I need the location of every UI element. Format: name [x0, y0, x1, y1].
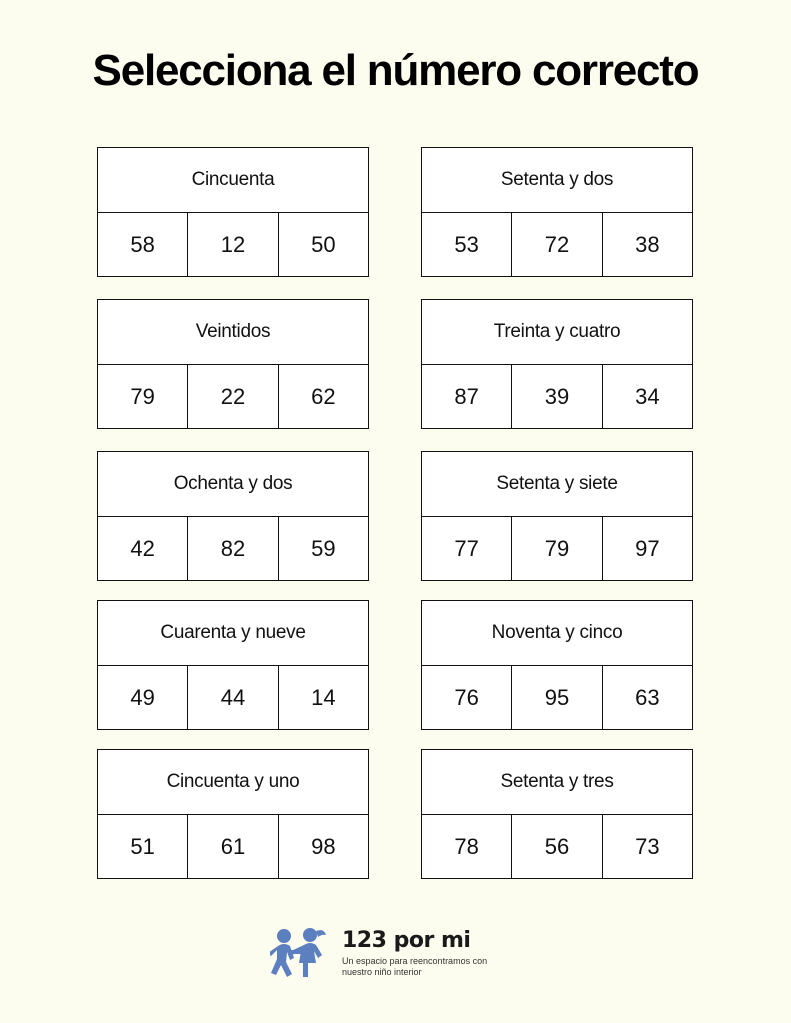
option-button[interactable]: 87	[454, 383, 479, 409]
number-word: Noventa y cinco	[422, 601, 692, 666]
option-button[interactable]: 62	[278, 365, 368, 428]
option-button[interactable]: 38	[602, 213, 692, 276]
number-card	[421, 299, 693, 429]
page-title: Selecciona el número correcto	[92, 46, 699, 95]
brand-name: 123 por mi	[342, 928, 471, 953]
option-button[interactable]: 97	[602, 517, 692, 580]
option-button[interactable]: 53	[454, 231, 479, 257]
option-button[interactable]: 98	[278, 815, 368, 878]
option-button[interactable]: 95	[511, 666, 601, 729]
number-word: Veintidos	[98, 300, 368, 365]
option-button[interactable]: 79	[511, 517, 601, 580]
option-button[interactable]: 61	[187, 815, 277, 878]
option-button[interactable]: 39	[511, 365, 601, 428]
option-button[interactable]: 72	[511, 213, 601, 276]
number-card	[421, 749, 693, 879]
brand-logo	[270, 924, 530, 986]
number-card	[97, 451, 369, 581]
option-button[interactable]: 56	[511, 815, 601, 878]
option-button[interactable]: 82	[187, 517, 277, 580]
option-button[interactable]: 14	[278, 666, 368, 729]
option-button[interactable]: 58	[130, 231, 155, 257]
option-button[interactable]: 51	[130, 833, 155, 859]
option-button[interactable]: 77	[454, 535, 479, 561]
number-card	[421, 600, 693, 730]
option-button[interactable]: 59	[278, 517, 368, 580]
number-word: Cuarenta y nueve	[98, 601, 368, 666]
option-button[interactable]: 63	[602, 666, 692, 729]
option-button[interactable]: 78	[454, 833, 479, 859]
two-children-playing-icon	[270, 926, 334, 984]
option-button[interactable]: 34	[602, 365, 692, 428]
option-button[interactable]: 50	[278, 213, 368, 276]
number-word: Treinta y cuatro	[422, 300, 692, 365]
number-word: Ochenta y dos	[98, 452, 368, 517]
number-card	[421, 147, 693, 277]
number-word: Setenta y siete	[422, 452, 692, 517]
number-card	[97, 749, 369, 879]
number-card	[97, 299, 369, 429]
number-card	[97, 600, 369, 730]
option-button[interactable]: 76	[454, 684, 479, 710]
option-button[interactable]: 73	[602, 815, 692, 878]
number-card	[97, 147, 369, 277]
number-card	[421, 451, 693, 581]
brand-tagline: Un espacio para reencontramos con nuestro niño interior	[342, 956, 488, 977]
number-word: Cincuenta	[98, 148, 368, 213]
option-button[interactable]: 22	[187, 365, 277, 428]
option-button[interactable]: 79	[130, 383, 155, 409]
option-button[interactable]: 44	[187, 666, 277, 729]
option-button[interactable]: 42	[130, 535, 155, 561]
number-word: Setenta y dos	[422, 148, 692, 213]
number-word: Cincuenta y uno	[98, 750, 368, 815]
number-word: Setenta y tres	[422, 750, 692, 815]
option-button[interactable]: 49	[130, 684, 155, 710]
option-button[interactable]: 12	[187, 213, 277, 276]
